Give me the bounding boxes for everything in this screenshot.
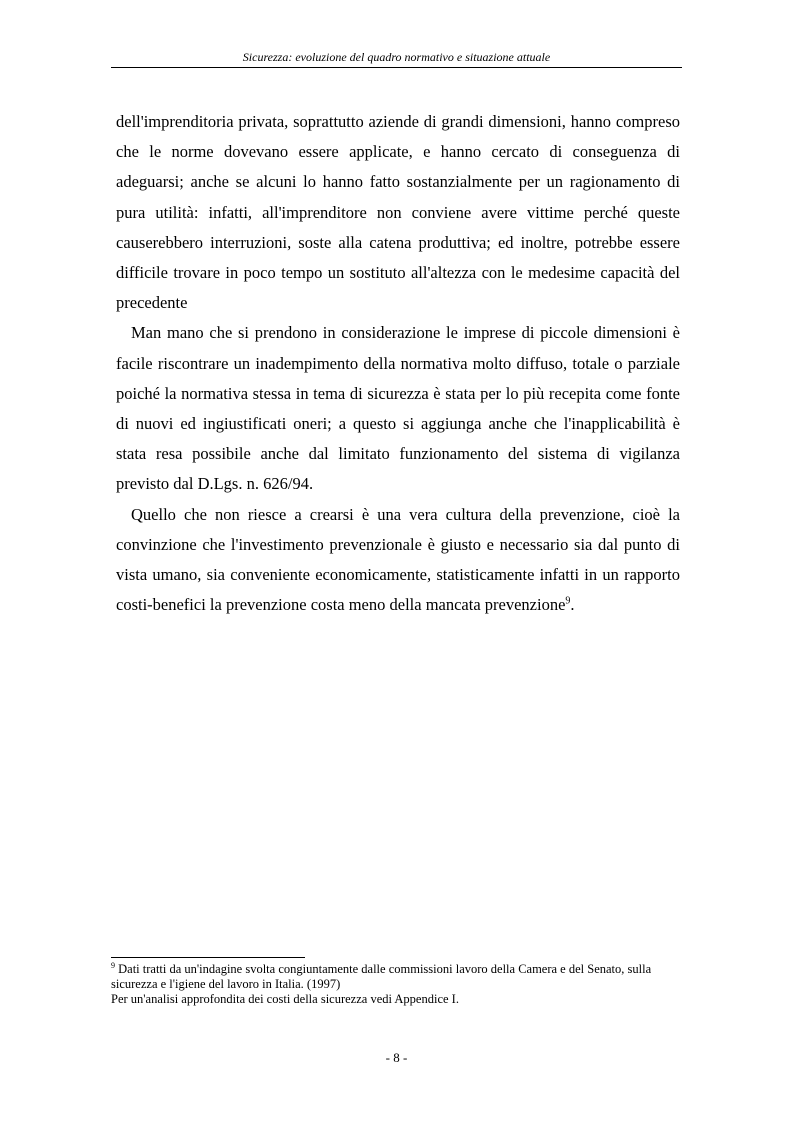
paragraph-3-text: Quello che non riesce a crearsi è una vera cultura della prevenzione, cioè la convinzione che l'investimento prevenzionale è giusto e necessario sia dal punto di vista umano, sia conveniente economicamente, statisticamente infatti in un rapporto costi-benefici la prevenzione costa meno della mancata prevenzione bbox=[116, 504, 680, 615]
footnote-text-1: Dati tratti da un'indagine svolta congiuntamente dalle commissioni lavoro della Camera e del Senato, sulla sicurezza e l'igiene del lavoro in Italia. (1997) bbox=[111, 962, 652, 991]
footnote-9 bbox=[111, 962, 682, 992]
paragraph-1: dell'imprenditoria privata, soprattutto aziende di grandi dimensioni, hanno compreso che le norme dovevano essere applicate, e hanno cercato di conseguenza di adeguarsi; anche se alcuni lo hanno fatto sostanzialmente per un ragionamento di pura utilità: infatti, all'imprenditore non conviene avere vittime perché queste causerebbero interruzioni, soste alla catena produttiva; ed inoltre, potrebbe essere difficile trovare in poco tempo un sostituto all'altezza con le medesime capacità del precedente bbox=[116, 112, 680, 313]
footnote-rule bbox=[111, 957, 305, 958]
paragraph-3-end: . bbox=[570, 595, 575, 615]
footnote-text-2: Per un'analisi approfondita dei costi della sicurezza vedi Appendice I. bbox=[111, 992, 459, 1006]
page-number: - 8 - bbox=[385, 1050, 408, 1065]
footnote-marker: 9 bbox=[111, 960, 115, 970]
paragraph-3 bbox=[116, 500, 680, 621]
running-header: Sicurezza: evoluzione del quadro normativo e situazione attuale bbox=[242, 50, 551, 64]
footnote-reference[interactable]: 9 bbox=[565, 595, 571, 607]
body-text bbox=[116, 107, 680, 620]
paragraph-2: Man mano che si prendono in considerazione le imprese di piccole dimensioni è facile riscontrare un inadempimento della normativa molto diffuso, totale o parziale poiché la normativa stessa in tema di sicurezza è stata per lo più recepita come fonte di nuovi ed ingiustificati oneri; a questo si aggiunga anche che l'inapplicabilità è stata resa possibile anche dal limitato funzionamento del sistema di vigilanza previsto dal D.Lgs. n. 626/94. bbox=[116, 323, 680, 494]
footnotes bbox=[111, 962, 682, 1007]
header-rule bbox=[111, 67, 682, 68]
